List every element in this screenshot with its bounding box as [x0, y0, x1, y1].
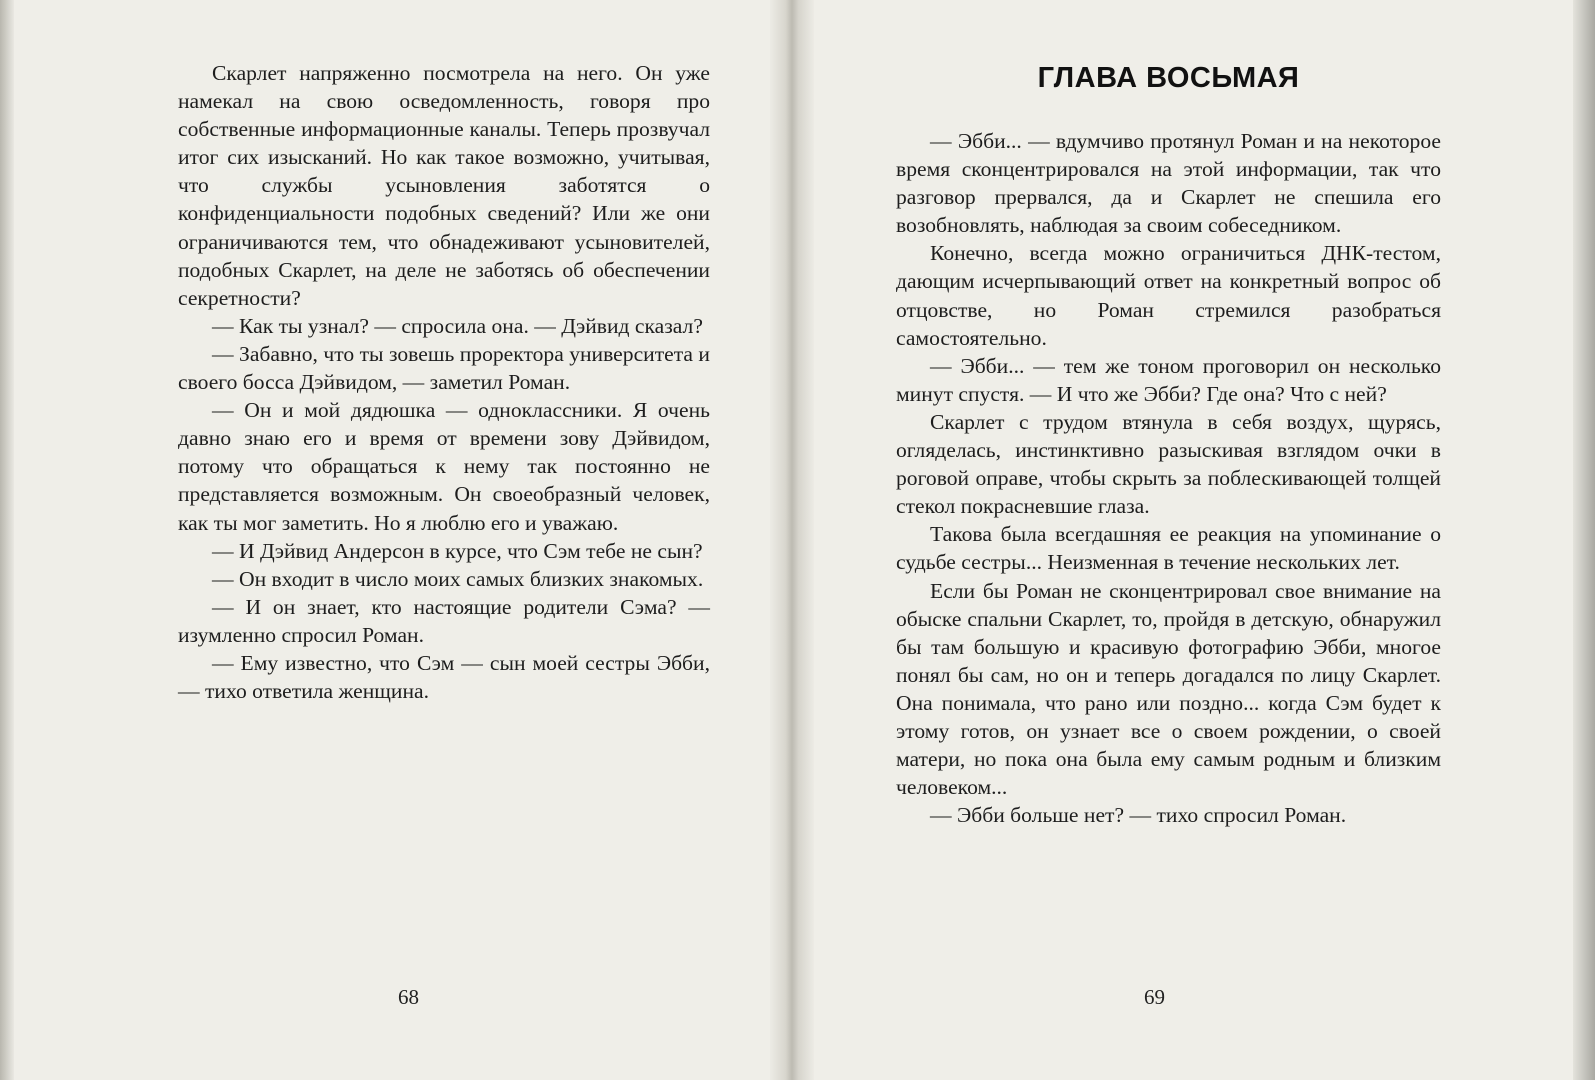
left-page — [14, 0, 770, 1080]
paragraph: — Он и мой дядюшка — одноклассники. Я очень давно знаю его и время от времени зову Дэйвидом, потому что обращаться к нему так постоянно не представляется возможным. Он своеобразный человек, как ты мог заметить. Но я люблю его и уважаю. — [178, 398, 710, 535]
left-page-text — [178, 59, 710, 705]
paragraph: Скарлет напряженно посмотрела на него. Он уже намекал на свою осведомленность, говоря про собственные информационные каналы. Теперь прозвучал итог сих изысканий. Но как такое возможно, учитывая, что службы усыновления заботятся о конфиденциальности подобных сведений? Или же они ограничиваются тем, что обнадеживают усыновителей, подобных Скарлет, на деле не заботясь об обеспечении секретности? — [178, 61, 710, 310]
paragraph: — Ему известно, что Сэм — сын моей сестры Эбби, — тихо ответила женщина. — [178, 650, 710, 704]
paragraph: — И он знает, кто настоящие родители Сэма? — изумленно спросил Роман. — [178, 594, 710, 647]
paragraph: — Эбби больше нет? — тихо спросил Роман. — [930, 803, 1347, 828]
right-page — [814, 0, 1573, 1080]
paragraph: Скарлет с трудом втянула в себя воздух, щурясь, огляделась, инстинктивно разыскивая взглядом очки в роговой оправе, чтобы скрыть за поблескивающей толщей стекол покрасневшие глаза. — [896, 409, 1441, 519]
paragraph: Конечно, всегда можно ограничиться ДНК-тестом, дающим исчерпывающий ответ на конкретный вопрос об отцовстве, но Роман стремился разобраться самостоятельно. — [896, 241, 1441, 350]
left-page-number: 68 — [398, 985, 419, 1009]
paragraph: Если бы Роман не сконцентрировал свое внимание на обыске спальни Скарлет, то, пройдя в детскую, обнаружил бы там большую и красивую фотографию Эбби, многое понял бы сам, но он и теперь догадался по лицу Скарлет. Она понимала, что рано или поздно... когда Сэм будет к этому готов, он узнает все о своем рождении, о своей матери, но пока она была ему самым родным и близким человеком... — [896, 578, 1441, 800]
right-page-text — [896, 127, 1441, 829]
right-page-number: 69 — [1144, 985, 1165, 1009]
paragraph: — И Дэйвид Андерсон в курсе, что Сэм тебе не сын? — [212, 538, 703, 563]
paragraph: — Забавно, что ты зовешь проректора университета и своего босса Дэйвидом, — заметил Роман. — [178, 341, 710, 395]
book-gutter — [770, 0, 814, 1080]
chapter-title: ГЛАВА ВОСЬМАЯ — [1037, 62, 1300, 94]
right-page-edge — [1573, 0, 1595, 1080]
paragraph: — Как ты узнал? — спросила она. — Дэйвид сказал? — [212, 313, 703, 338]
left-page-edge — [0, 0, 14, 1080]
paragraph: Такова была всегдашняя ее реакция на упоминание о судьбе сестры... Неизменная в течение нескольких лет. — [896, 522, 1441, 575]
paragraph: — Эбби... — вдумчиво протянул Роман и на некоторое время сконцентрировался на этой информации, так что разговор прервался, да и Скарлет не спешила его возобновлять, наблюдая за своим собеседником. — [896, 129, 1441, 238]
paragraph: — Эбби... — тем же тоном проговорил он несколько минут спустя. — И что же Эбби? Где она? Что с ней? — [896, 353, 1441, 406]
paragraph: — Он входит в число моих самых близких знакомых. — [212, 566, 704, 591]
